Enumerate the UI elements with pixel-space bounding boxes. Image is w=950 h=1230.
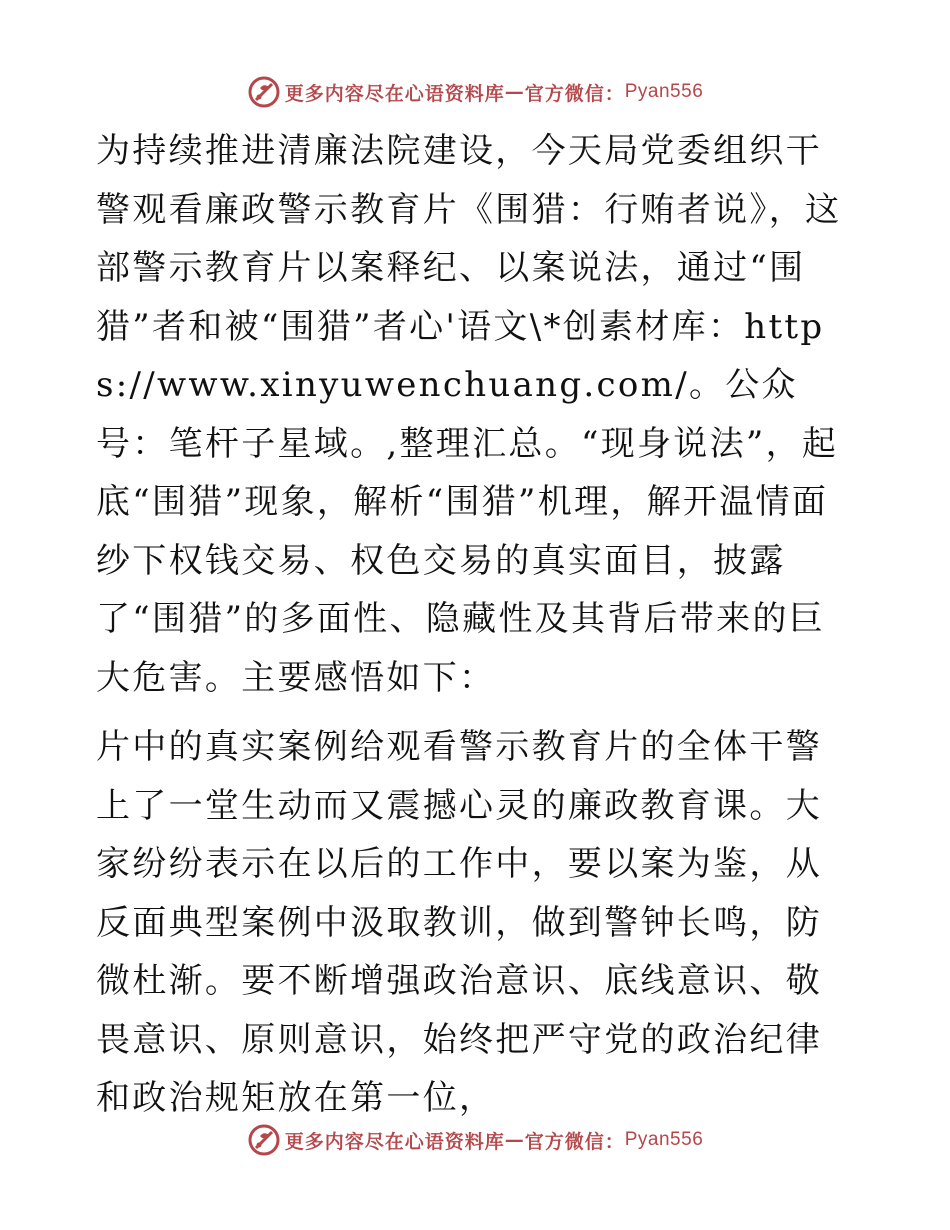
footer-wechat-id: Pyan556 xyxy=(624,1129,704,1150)
brand-logo-icon xyxy=(247,75,281,109)
header-wechat-label: 官方微信： xyxy=(524,82,625,105)
brand-logo-icon xyxy=(247,1123,281,1157)
footer-dash: — xyxy=(504,1129,525,1151)
footer-banner xyxy=(0,1120,950,1160)
header-brand-text: 更多内容尽在心语资料库 xyxy=(284,82,505,105)
footer-wechat-label: 官方微信： xyxy=(524,1130,625,1153)
header-banner xyxy=(0,72,950,112)
header-dash: — xyxy=(504,81,525,103)
paragraph-2: 片中的真实案例给观看警示教育片的全体干警上了一堂生动而又震撼心灵的廉政教育课。大家纷纷表示在以后的工作中，要以案为鉴，从反面典型案例中汲取教训，做到警钟长鸣，防微杜渐。要不断增强政治意识、底线意识、敬畏意识、原则意识，始终把严守党的政治纪律和政治规矩放在第一位， xyxy=(96,727,822,1118)
footer-brand-text: 更多内容尽在心语资料库 xyxy=(284,1130,505,1153)
paragraph-1: 为持续推进清廉法院建设，今天局党委组织干警观看廉政警示教育片《围猎：行贿者说》，这部警示教育片以案释纪、以案说法，通过“围猎”者和被“围猎”者心'语文\*创素材库：https://www.xinyuwenchuang.com/。公众号：笔杆子星域。,整理汇总。“现身说法”，起底“围猎”现象，解析“围猎”机理，解开温情面纱下权钱交易、权色交易的真实面目，披露了“围猎”的多面性、隐藏性及其背后带来的巨大危害。主要感悟如下： xyxy=(96,131,842,698)
header-wechat-id: Pyan556 xyxy=(624,81,704,102)
document-body xyxy=(96,122,856,1128)
